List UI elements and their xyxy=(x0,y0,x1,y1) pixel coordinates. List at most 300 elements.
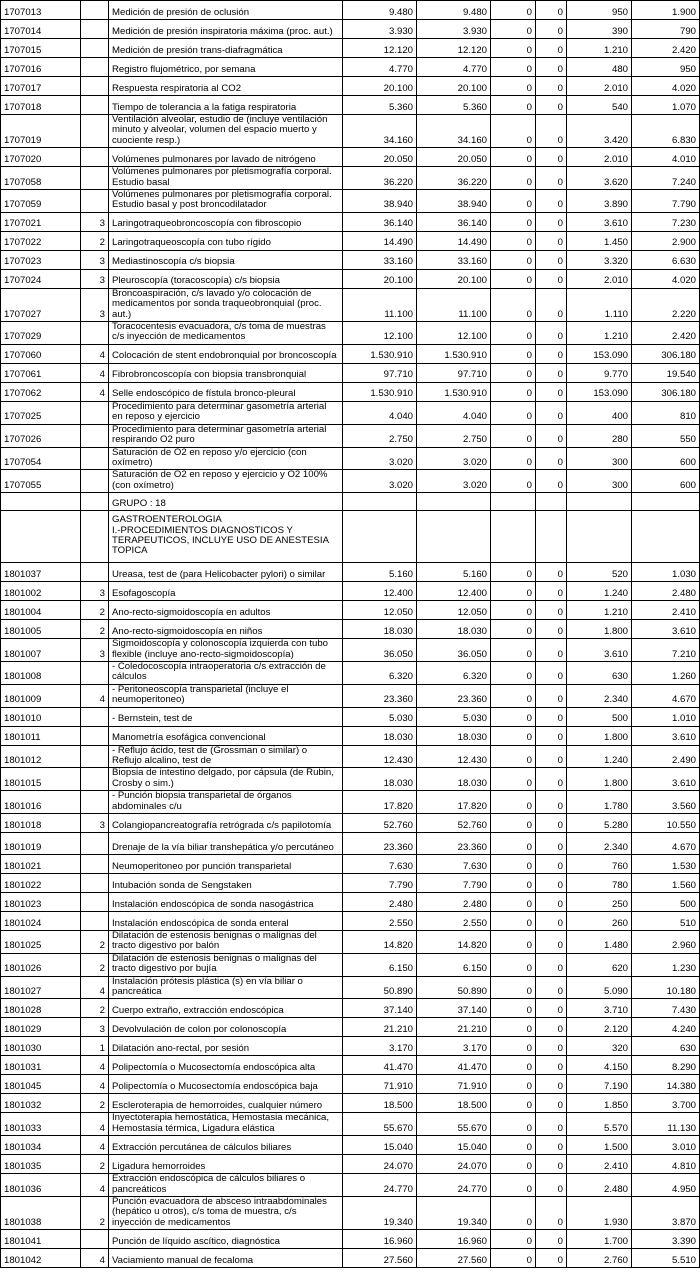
table-row xyxy=(1,999,700,1018)
table-row xyxy=(1,833,700,855)
description-cell: Ureasa, test de (para Helicobacter pylori) o similar xyxy=(109,563,343,582)
table-row xyxy=(1,212,700,231)
value-cell-v3: 0 xyxy=(491,999,536,1018)
value-cell-v3: 0 xyxy=(491,833,536,855)
value-cell-v1: 18.030 xyxy=(343,620,417,639)
code-cell: 1707054 xyxy=(1,447,81,470)
section-v3-cell xyxy=(491,511,536,563)
value-cell-v2: 23.360 xyxy=(417,833,491,855)
value-cell-v5: 500 xyxy=(567,707,632,726)
value-cell-v2: 5.030 xyxy=(417,707,491,726)
group-v3-cell xyxy=(491,493,536,511)
table-row xyxy=(1,768,700,791)
value-cell-v1: 5.160 xyxy=(343,563,417,582)
value-cell-v1: 14.490 xyxy=(343,231,417,250)
value-cell-v4: 0 xyxy=(536,20,567,39)
value-cell-v6: 2.420 xyxy=(632,39,700,58)
value-cell-v4: 0 xyxy=(536,601,567,620)
table-row xyxy=(1,470,700,493)
value-cell-v2: 7.790 xyxy=(417,874,491,893)
value-cell-v4: 0 xyxy=(536,1056,567,1075)
value-cell-v3: 0 xyxy=(491,620,536,639)
group-cell: 2 xyxy=(81,231,109,250)
description-cell: Ano-recto-sigmoidoscopía en niños xyxy=(109,620,343,639)
code-cell: 1801023 xyxy=(1,893,81,912)
value-cell-v3: 0 xyxy=(491,874,536,893)
value-cell-v6: 19.540 xyxy=(632,363,700,382)
value-cell-v5: 153.090 xyxy=(567,382,632,401)
value-cell-v2: 37.140 xyxy=(417,999,491,1018)
value-cell-v5: 400 xyxy=(567,401,632,424)
table-row xyxy=(1,791,700,814)
table-row xyxy=(1,424,700,447)
value-cell-v2: 24.770 xyxy=(417,1174,491,1197)
description-cell: Instalación endoscópica de sonda nasogástrica xyxy=(109,893,343,912)
value-cell-v2: 14.490 xyxy=(417,231,491,250)
value-cell-v1: 2.750 xyxy=(343,424,417,447)
table-row xyxy=(1,382,700,401)
value-cell-v2: 2.550 xyxy=(417,912,491,931)
value-cell-v4: 0 xyxy=(536,231,567,250)
value-cell-v1: 7.630 xyxy=(343,855,417,874)
code-cell: 1707015 xyxy=(1,39,81,58)
value-cell-v5: 1.500 xyxy=(567,1136,632,1155)
description-cell: Fibrobroncoscopía con biopsia transbronquial xyxy=(109,363,343,382)
value-cell-v2: 15.040 xyxy=(417,1136,491,1155)
value-cell-v1: 15.040 xyxy=(343,1136,417,1155)
value-cell-v4: 0 xyxy=(536,953,567,976)
value-cell-v1: 24.770 xyxy=(343,1174,417,1197)
description-cell: Volúmenes pulmonares por pletismografía corporal. Estudio basal xyxy=(109,167,343,190)
code-cell: 1801029 xyxy=(1,1018,81,1037)
group-cell: 3 xyxy=(81,639,109,662)
description-cell: Instalación prótesis plástica (s) en vía biliar o pancreática xyxy=(109,976,343,999)
code-cell: 1707058 xyxy=(1,167,81,190)
value-cell-v5: 3.320 xyxy=(567,250,632,269)
value-cell-v5: 3.710 xyxy=(567,999,632,1018)
value-cell-v4: 0 xyxy=(536,363,567,382)
value-cell-v4: 0 xyxy=(536,470,567,493)
group-cell xyxy=(81,20,109,39)
value-cell-v6: 2.220 xyxy=(632,288,700,321)
value-cell-v3: 0 xyxy=(491,1249,536,1268)
value-cell-v2: 2.480 xyxy=(417,893,491,912)
code-cell: 1801018 xyxy=(1,814,81,833)
value-cell-v3: 0 xyxy=(491,58,536,77)
table-row xyxy=(1,976,700,999)
value-cell-v6: 810 xyxy=(632,401,700,424)
value-cell-v6: 1.010 xyxy=(632,707,700,726)
value-cell-v3: 0 xyxy=(491,1174,536,1197)
description-cell: Dilatación de estenosis benignas o malignas del tracto digestivo por balón xyxy=(109,931,343,954)
code-cell: 1801004 xyxy=(1,601,81,620)
value-cell-v5: 2.010 xyxy=(567,269,632,288)
table-row xyxy=(1,620,700,639)
value-cell-v5: 1.780 xyxy=(567,791,632,814)
value-cell-v6: 510 xyxy=(632,912,700,931)
table-row xyxy=(1,288,700,321)
code-cell: 1801041 xyxy=(1,1230,81,1249)
value-cell-v3: 0 xyxy=(491,447,536,470)
value-cell-v5: 153.090 xyxy=(567,344,632,363)
code-cell: 1801038 xyxy=(1,1197,81,1230)
group-cell xyxy=(81,39,109,58)
value-cell-v5: 2.480 xyxy=(567,1174,632,1197)
code-cell: 1707021 xyxy=(1,212,81,231)
value-cell-v5: 1.850 xyxy=(567,1094,632,1113)
group-cell xyxy=(81,77,109,96)
value-cell-v3: 0 xyxy=(491,77,536,96)
description-cell: Ano-recto-sigmoidoscopía en adultos xyxy=(109,601,343,620)
value-cell-v6: 3.610 xyxy=(632,768,700,791)
description-cell: Sigmoidoscopía y colonoscopía izquierda con tubo flexible (incluye ano-recto-sigmoidoscopía) xyxy=(109,639,343,662)
description-cell: Extracción endoscópica de cálculos biliares o pancreáticos xyxy=(109,1174,343,1197)
value-cell-v5: 780 xyxy=(567,874,632,893)
value-cell-v5: 1.240 xyxy=(567,582,632,601)
group-cell: 4 xyxy=(81,684,109,707)
table-row xyxy=(1,855,700,874)
table-row xyxy=(1,1,700,20)
value-cell-v6: 7.790 xyxy=(632,190,700,213)
code-cell: 1707060 xyxy=(1,344,81,363)
group-cell: 2 xyxy=(81,1197,109,1230)
section-title-row xyxy=(1,511,700,563)
value-cell-v3: 0 xyxy=(491,893,536,912)
group-cell: 3 xyxy=(81,582,109,601)
code-cell: 1707018 xyxy=(1,96,81,115)
code-cell: 1801031 xyxy=(1,1056,81,1075)
value-cell-v5: 2.410 xyxy=(567,1155,632,1174)
table-row xyxy=(1,1056,700,1075)
value-cell-v1: 2.480 xyxy=(343,893,417,912)
table-row xyxy=(1,77,700,96)
value-cell-v3: 0 xyxy=(491,601,536,620)
table-row xyxy=(1,20,700,39)
description-cell: Saturación de O2 en reposo y/o ejercicio (con oxímetro) xyxy=(109,447,343,470)
value-cell-v2: 23.360 xyxy=(417,684,491,707)
value-cell-v3: 0 xyxy=(491,563,536,582)
value-cell-v1: 20.100 xyxy=(343,269,417,288)
description-cell: Dilatación ano-rectal, por sesión xyxy=(109,1037,343,1056)
code-cell: 1801033 xyxy=(1,1113,81,1136)
value-cell-v6: 4.810 xyxy=(632,1155,700,1174)
group-cell xyxy=(81,745,109,768)
code-cell: 1801034 xyxy=(1,1136,81,1155)
value-cell-v4: 0 xyxy=(536,212,567,231)
value-cell-v3: 0 xyxy=(491,976,536,999)
description-cell: Esofagoscopía xyxy=(109,582,343,601)
group-cell xyxy=(81,322,109,345)
value-cell-v3: 0 xyxy=(491,1,536,20)
value-cell-v6: 2.420 xyxy=(632,322,700,345)
value-cell-v6: 550 xyxy=(632,424,700,447)
code-cell: 1707019 xyxy=(1,115,81,148)
value-cell-v2: 4.040 xyxy=(417,401,491,424)
value-cell-v2: 9.480 xyxy=(417,1,491,20)
group-cell xyxy=(81,874,109,893)
value-cell-v4: 0 xyxy=(536,791,567,814)
description-cell: Cuerpo extraño, extracción endoscópica xyxy=(109,999,343,1018)
value-cell-v6: 950 xyxy=(632,58,700,77)
value-cell-v2: 3.020 xyxy=(417,447,491,470)
table-row xyxy=(1,401,700,424)
value-cell-v6: 3.610 xyxy=(632,726,700,745)
value-cell-v3: 0 xyxy=(491,1155,536,1174)
code-cell: 1801007 xyxy=(1,639,81,662)
code-cell: 1801012 xyxy=(1,745,81,768)
table-row xyxy=(1,1174,700,1197)
description-cell: Selle endoscópico de fístula bronco-pleural xyxy=(109,382,343,401)
value-cell-v3: 0 xyxy=(491,1230,536,1249)
group-cell: 2 xyxy=(81,999,109,1018)
group-cell xyxy=(81,726,109,745)
value-cell-v1: 5.360 xyxy=(343,96,417,115)
value-cell-v1: 41.470 xyxy=(343,1056,417,1075)
group-cell xyxy=(81,96,109,115)
table-row xyxy=(1,1075,700,1094)
value-cell-v5: 1.800 xyxy=(567,768,632,791)
value-cell-v3: 0 xyxy=(491,424,536,447)
value-cell-v1: 1.530.910 xyxy=(343,344,417,363)
value-cell-v3: 0 xyxy=(491,148,536,167)
value-cell-v4: 0 xyxy=(536,893,567,912)
value-cell-v1: 3.170 xyxy=(343,1037,417,1056)
value-cell-v3: 0 xyxy=(491,115,536,148)
value-cell-v3: 0 xyxy=(491,791,536,814)
code-cell: 1707062 xyxy=(1,382,81,401)
value-cell-v2: 24.070 xyxy=(417,1155,491,1174)
value-cell-v1: 17.820 xyxy=(343,791,417,814)
value-cell-v6: 14.380 xyxy=(632,1075,700,1094)
code-cell: 1801030 xyxy=(1,1037,81,1056)
table-row xyxy=(1,1230,700,1249)
value-cell-v4: 0 xyxy=(536,1018,567,1037)
value-cell-v5: 390 xyxy=(567,20,632,39)
code-cell: 1707061 xyxy=(1,363,81,382)
group-v6-cell xyxy=(632,493,700,511)
value-cell-v4: 0 xyxy=(536,1094,567,1113)
value-cell-v4: 0 xyxy=(536,726,567,745)
group-cell: 4 xyxy=(81,363,109,382)
value-cell-v2: 12.430 xyxy=(417,745,491,768)
description-cell: Polipectomía o Mucosectomía endoscópica alta xyxy=(109,1056,343,1075)
description-cell: Punción de líquido ascítico, diagnóstica xyxy=(109,1230,343,1249)
value-cell-v1: 12.050 xyxy=(343,601,417,620)
value-cell-v4: 0 xyxy=(536,250,567,269)
section-grp-cell xyxy=(81,511,109,563)
value-cell-v5: 3.620 xyxy=(567,167,632,190)
group-cell xyxy=(81,148,109,167)
value-cell-v3: 0 xyxy=(491,20,536,39)
value-cell-v4: 0 xyxy=(536,563,567,582)
value-cell-v3: 0 xyxy=(491,39,536,58)
value-cell-v2: 6.150 xyxy=(417,953,491,976)
description-cell: Medición de presión de oclusión xyxy=(109,1,343,20)
value-cell-v5: 5.090 xyxy=(567,976,632,999)
description-cell: Punción evacuadora de absceso intraabdominales (hepático u otros), c/s toma de muestra, c/s inyección de medicamentos xyxy=(109,1197,343,1230)
value-cell-v4: 0 xyxy=(536,684,567,707)
value-cell-v3: 0 xyxy=(491,1113,536,1136)
value-cell-v4: 0 xyxy=(536,1197,567,1230)
value-cell-v5: 1.210 xyxy=(567,322,632,345)
value-cell-v4: 0 xyxy=(536,1,567,20)
value-cell-v1: 18.500 xyxy=(343,1094,417,1113)
value-cell-v3: 0 xyxy=(491,912,536,931)
table-row xyxy=(1,39,700,58)
value-cell-v1: 9.480 xyxy=(343,1,417,20)
description-cell: - Peritoneoscopía transparietal (incluye el neumoperitoneo) xyxy=(109,684,343,707)
value-cell-v6: 3.610 xyxy=(632,620,700,639)
value-cell-v2: 12.400 xyxy=(417,582,491,601)
value-cell-v3: 0 xyxy=(491,470,536,493)
value-cell-v5: 520 xyxy=(567,563,632,582)
group-cell xyxy=(81,190,109,213)
group-cell: 2 xyxy=(81,931,109,954)
value-cell-v3: 0 xyxy=(491,401,536,424)
value-cell-v1: 3.020 xyxy=(343,447,417,470)
value-cell-v6: 4.670 xyxy=(632,684,700,707)
value-cell-v6: 306.180 xyxy=(632,382,700,401)
group-cell: 3 xyxy=(81,1018,109,1037)
value-cell-v4: 0 xyxy=(536,768,567,791)
description-cell: Medición de presión trans-diafragmática xyxy=(109,39,343,58)
group-cell: 2 xyxy=(81,601,109,620)
description-cell: - Punción biopsia transparietal de órganos abdominales c/u xyxy=(109,791,343,814)
value-cell-v6: 4.010 xyxy=(632,148,700,167)
code-cell: 1707029 xyxy=(1,322,81,345)
group-cell: 2 xyxy=(81,953,109,976)
group-cell xyxy=(81,470,109,493)
code-cell: 1801019 xyxy=(1,833,81,855)
value-cell-v1: 21.210 xyxy=(343,1018,417,1037)
group-v4-cell xyxy=(536,493,567,511)
value-cell-v2: 16.960 xyxy=(417,1230,491,1249)
code-cell: 1801010 xyxy=(1,707,81,726)
table-row xyxy=(1,1113,700,1136)
description-cell: Mediastinoscopía c/s biopsia xyxy=(109,250,343,269)
description-cell: Drenaje de la vía biliar transhepática y/o percutáneo xyxy=(109,833,343,855)
table-row xyxy=(1,726,700,745)
value-cell-v6: 1.070 xyxy=(632,96,700,115)
value-cell-v1: 19.340 xyxy=(343,1197,417,1230)
table-row xyxy=(1,684,700,707)
value-cell-v2: 12.120 xyxy=(417,39,491,58)
value-cell-v5: 620 xyxy=(567,953,632,976)
table-row xyxy=(1,344,700,363)
table-row xyxy=(1,745,700,768)
value-cell-v1: 12.100 xyxy=(343,322,417,345)
table-row xyxy=(1,639,700,662)
value-cell-v1: 24.070 xyxy=(343,1155,417,1174)
value-cell-v2: 20.100 xyxy=(417,269,491,288)
value-cell-v2: 17.820 xyxy=(417,791,491,814)
code-cell: 1707024 xyxy=(1,269,81,288)
value-cell-v3: 0 xyxy=(491,1075,536,1094)
value-cell-v6: 500 xyxy=(632,893,700,912)
value-cell-v5: 3.610 xyxy=(567,212,632,231)
value-cell-v3: 0 xyxy=(491,726,536,745)
table-row xyxy=(1,167,700,190)
group-cell xyxy=(81,563,109,582)
value-cell-v2: 41.470 xyxy=(417,1056,491,1075)
value-cell-v4: 0 xyxy=(536,288,567,321)
code-cell: 1801002 xyxy=(1,582,81,601)
value-cell-v6: 7.430 xyxy=(632,999,700,1018)
section-title: GASTROENTEROLOGIA xyxy=(112,514,222,526)
value-cell-v1: 12.430 xyxy=(343,745,417,768)
description-cell: Instalación endoscópica de sonda enteral xyxy=(109,912,343,931)
value-cell-v3: 0 xyxy=(491,96,536,115)
value-cell-v1: 18.030 xyxy=(343,768,417,791)
value-cell-v5: 280 xyxy=(567,424,632,447)
value-cell-v1: 6.320 xyxy=(343,661,417,684)
value-cell-v2: 71.910 xyxy=(417,1075,491,1094)
value-cell-v5: 5.280 xyxy=(567,814,632,833)
value-cell-v4: 0 xyxy=(536,874,567,893)
value-cell-v5: 3.890 xyxy=(567,190,632,213)
code-cell: 1801035 xyxy=(1,1155,81,1174)
value-cell-v6: 4.020 xyxy=(632,269,700,288)
group-cell: 3 xyxy=(81,212,109,231)
description-cell: Manometría esofágica convencional xyxy=(109,726,343,745)
description-cell: Dilatación de estenosis benignas o malignas del tracto digestivo por bujía xyxy=(109,953,343,976)
value-cell-v1: 16.960 xyxy=(343,1230,417,1249)
value-cell-v5: 3.420 xyxy=(567,115,632,148)
code-cell: 1707020 xyxy=(1,148,81,167)
group-header-section xyxy=(1,493,700,563)
value-cell-v5: 9.770 xyxy=(567,363,632,382)
value-cell-v4: 0 xyxy=(536,639,567,662)
table-row xyxy=(1,115,700,148)
code-cell: 1801016 xyxy=(1,791,81,814)
description-cell: Laringotraqueobroncoscopía con fibroscopio xyxy=(109,212,343,231)
value-cell-v4: 0 xyxy=(536,1075,567,1094)
section-v5-cell xyxy=(567,511,632,563)
description-cell: Devolvulación de colon por colonoscopía xyxy=(109,1018,343,1037)
value-cell-v5: 1.480 xyxy=(567,931,632,954)
table-section-gastro xyxy=(1,563,700,1268)
group-v1-cell xyxy=(343,493,417,511)
description-cell: Intubación sonda de Sengstaken xyxy=(109,874,343,893)
value-cell-v2: 20.100 xyxy=(417,77,491,96)
code-cell: 1801005 xyxy=(1,620,81,639)
value-cell-v2: 52.760 xyxy=(417,814,491,833)
value-cell-v6: 7.240 xyxy=(632,167,700,190)
value-cell-v6: 790 xyxy=(632,20,700,39)
value-cell-v1: 97.710 xyxy=(343,363,417,382)
group-cell: 4 xyxy=(81,1113,109,1136)
value-cell-v3: 0 xyxy=(491,322,536,345)
value-cell-v3: 0 xyxy=(491,363,536,382)
value-cell-v5: 5.570 xyxy=(567,1113,632,1136)
value-cell-v6: 306.180 xyxy=(632,344,700,363)
description-cell: Broncoaspiración, c/s lavado y/o colocación de medicamentos por sonda traqueobronquial (proc. aut.) xyxy=(109,288,343,321)
value-cell-v2: 6.320 xyxy=(417,661,491,684)
value-cell-v3: 0 xyxy=(491,344,536,363)
group-cell xyxy=(81,855,109,874)
value-cell-v6: 2.410 xyxy=(632,601,700,620)
value-cell-v5: 1.210 xyxy=(567,39,632,58)
value-cell-v5: 1.450 xyxy=(567,231,632,250)
value-cell-v6: 4.950 xyxy=(632,1174,700,1197)
group-cell xyxy=(81,912,109,931)
value-cell-v1: 4.040 xyxy=(343,401,417,424)
table-row xyxy=(1,58,700,77)
value-cell-v6: 1.560 xyxy=(632,874,700,893)
value-cell-v1: 1.530.910 xyxy=(343,382,417,401)
value-cell-v4: 0 xyxy=(536,401,567,424)
value-cell-v6: 6.630 xyxy=(632,250,700,269)
